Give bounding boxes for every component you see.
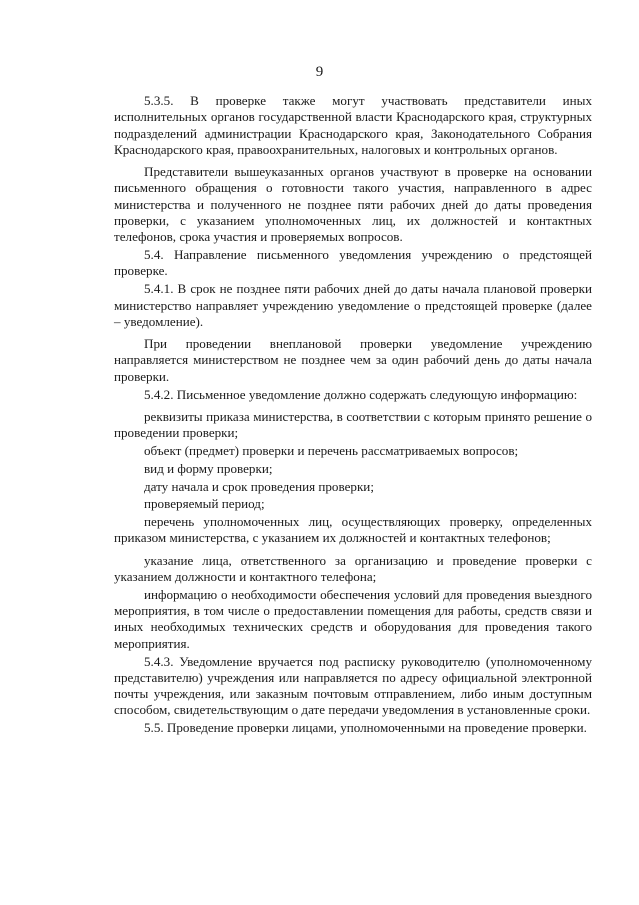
page-number: 9 xyxy=(315,64,324,80)
list-item-authorized-persons: перечень уполномоченных лиц, осуществляющих проверку, определенных приказом министерства, с указанием их должностей и контактных телефонов; xyxy=(114,514,592,546)
paragraph-5-4-1: 5.4.1. В срок не позднее пяти рабочих дней до даты начала плановой проверки министерство направляет учреждению уведомление о предстоящей проверке (далее – уведомление). xyxy=(114,281,592,329)
paragraph-unplanned-check: При проведении внеплановой проверки уведомление учреждению направляется министерством не позднее чем за один рабочий день до даты начала проверки. xyxy=(114,336,592,384)
list-item-object: объект (предмет) проверки и перечень рассматриваемых вопросов; xyxy=(144,442,519,458)
paragraph-5-3-5: 5.3.5. В проверке также могут участвовать представители иных исполнительных органов государственной власти Краснодарского края, структурных подразделений администрации Краснодарского края, Законодательного Собрания Краснодарского края, правоохранительных, налоговых и контрольных органов. xyxy=(114,93,592,157)
paragraph-5-4-2: 5.4.2. Письменное уведомление должно содержать следующую информацию: xyxy=(144,386,578,402)
document-body xyxy=(114,93,592,736)
list-item-conditions: информацию о необходимости обеспечения условий для проведения выездного мероприятия, в том числе о предоставлении помещения для работы, средств связи и иных необходимых технических средств и оборудования для проведения такого мероприятия. xyxy=(114,586,592,651)
paragraph-5-4-3: 5.4.3. Уведомление вручается под расписку руководителю (уполномоченному представителю) учреждения или направляется по адресу официальной электронной почты учреждения, или заказным почтовым отправлением, либо иным доступным способом, свидетельствующим о дате передачи уведомления в установленные сроки. xyxy=(114,653,592,718)
list-item-start-date: дату начала и срок проведения проверки; xyxy=(144,478,374,494)
paragraph-5-5: 5.5. Проведение проверки лицами, уполномоченными на проведение проверки. xyxy=(144,720,587,736)
paragraph-representatives: Представители вышеуказанных органов участвуют в проверке на основании письменного обращения о готовности такого участия, направленного в адрес министерства и полученного не позднее пяти рабочих дней до даты проведения проверки, с указанием уполномоченных лиц, их должностей и контактных телефонов, срока участия и проверяемых вопросов. xyxy=(114,164,592,245)
list-item-responsible-person: указание лица, ответственного за организацию и проведение проверки с указанием должности и контактного телефона; xyxy=(114,552,592,585)
list-item-period: проверяемый период; xyxy=(144,496,265,512)
list-item-order-details: реквизиты приказа министерства, в соответствии с которым принято решение о проведении проверки; xyxy=(114,408,592,441)
list-item-type-form: вид и форму проверки; xyxy=(144,460,273,476)
paragraph-5-4: 5.4. Направление письменного уведомления учреждению о предстоящей проверке. xyxy=(114,247,592,279)
